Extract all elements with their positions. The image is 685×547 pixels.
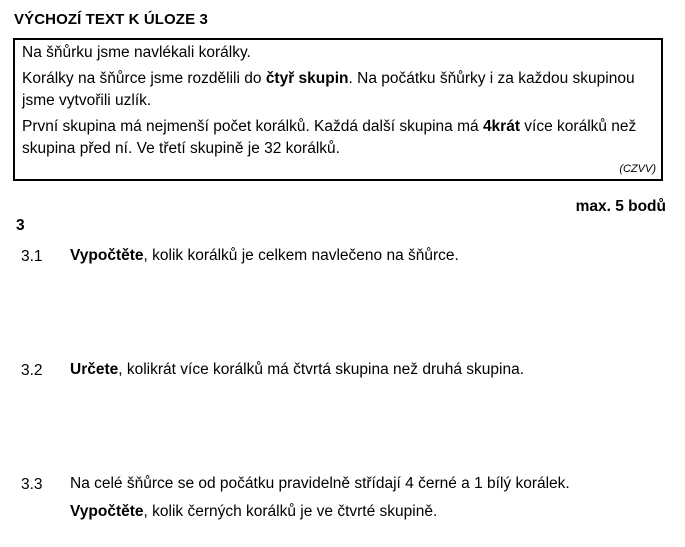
question-text <box>70 245 459 267</box>
question-text <box>70 473 570 523</box>
source-text-span: více korálků než skupina před ní. Ve třetí skupině je 32 korálků. <box>22 117 637 157</box>
question-text <box>70 359 524 381</box>
question-rest: , kolik černých korálků je ve čtvrté skupině. <box>143 503 438 520</box>
question-verb: Vypočtěte <box>70 503 144 520</box>
source-attribution: (CZVV) <box>619 163 656 175</box>
source-text-heading: VÝCHOZÍ TEXT K ÚLOZE 3 <box>14 11 208 28</box>
question-number: 3.3 <box>21 476 43 493</box>
question-line: Na celé šňůrce se od počátku pravidelně střídají 4 černé a 1 bílý korálek. <box>70 475 570 492</box>
source-text-bold: čtyř skupin <box>265 69 349 87</box>
source-text-bold: 4krát <box>482 117 520 135</box>
source-text-span: Korálky na šňůrce jsme rozdělili do <box>22 69 266 87</box>
source-paragraph-2 <box>22 68 655 113</box>
question-rest: , kolik korálků je celkem navlečeno na šňůrce. <box>143 247 459 264</box>
question-number: 3.2 <box>21 362 43 379</box>
question-number: 3.1 <box>21 248 43 265</box>
source-text-box <box>13 38 663 181</box>
max-points-label: max. 5 bodů <box>575 198 666 215</box>
source-text-span: . Na počátku šňůrky i za každou skupinou jsme vytvořili uzlík. <box>22 69 635 109</box>
question-line <box>70 501 570 523</box>
task-number: 3 <box>16 217 25 234</box>
source-paragraph-3 <box>22 116 655 161</box>
question-verb: Určete <box>70 361 119 378</box>
source-paragraph-1: Na šňůrku jsme navlékali korálky. <box>22 44 251 61</box>
question-verb: Vypočtěte <box>70 247 144 264</box>
source-text-span: První skupina má nejmenší počet korálků. Každá další skupina má <box>22 117 483 135</box>
question-rest: , kolikrát více korálků má čtvrtá skupina než druhá skupina. <box>118 361 525 378</box>
